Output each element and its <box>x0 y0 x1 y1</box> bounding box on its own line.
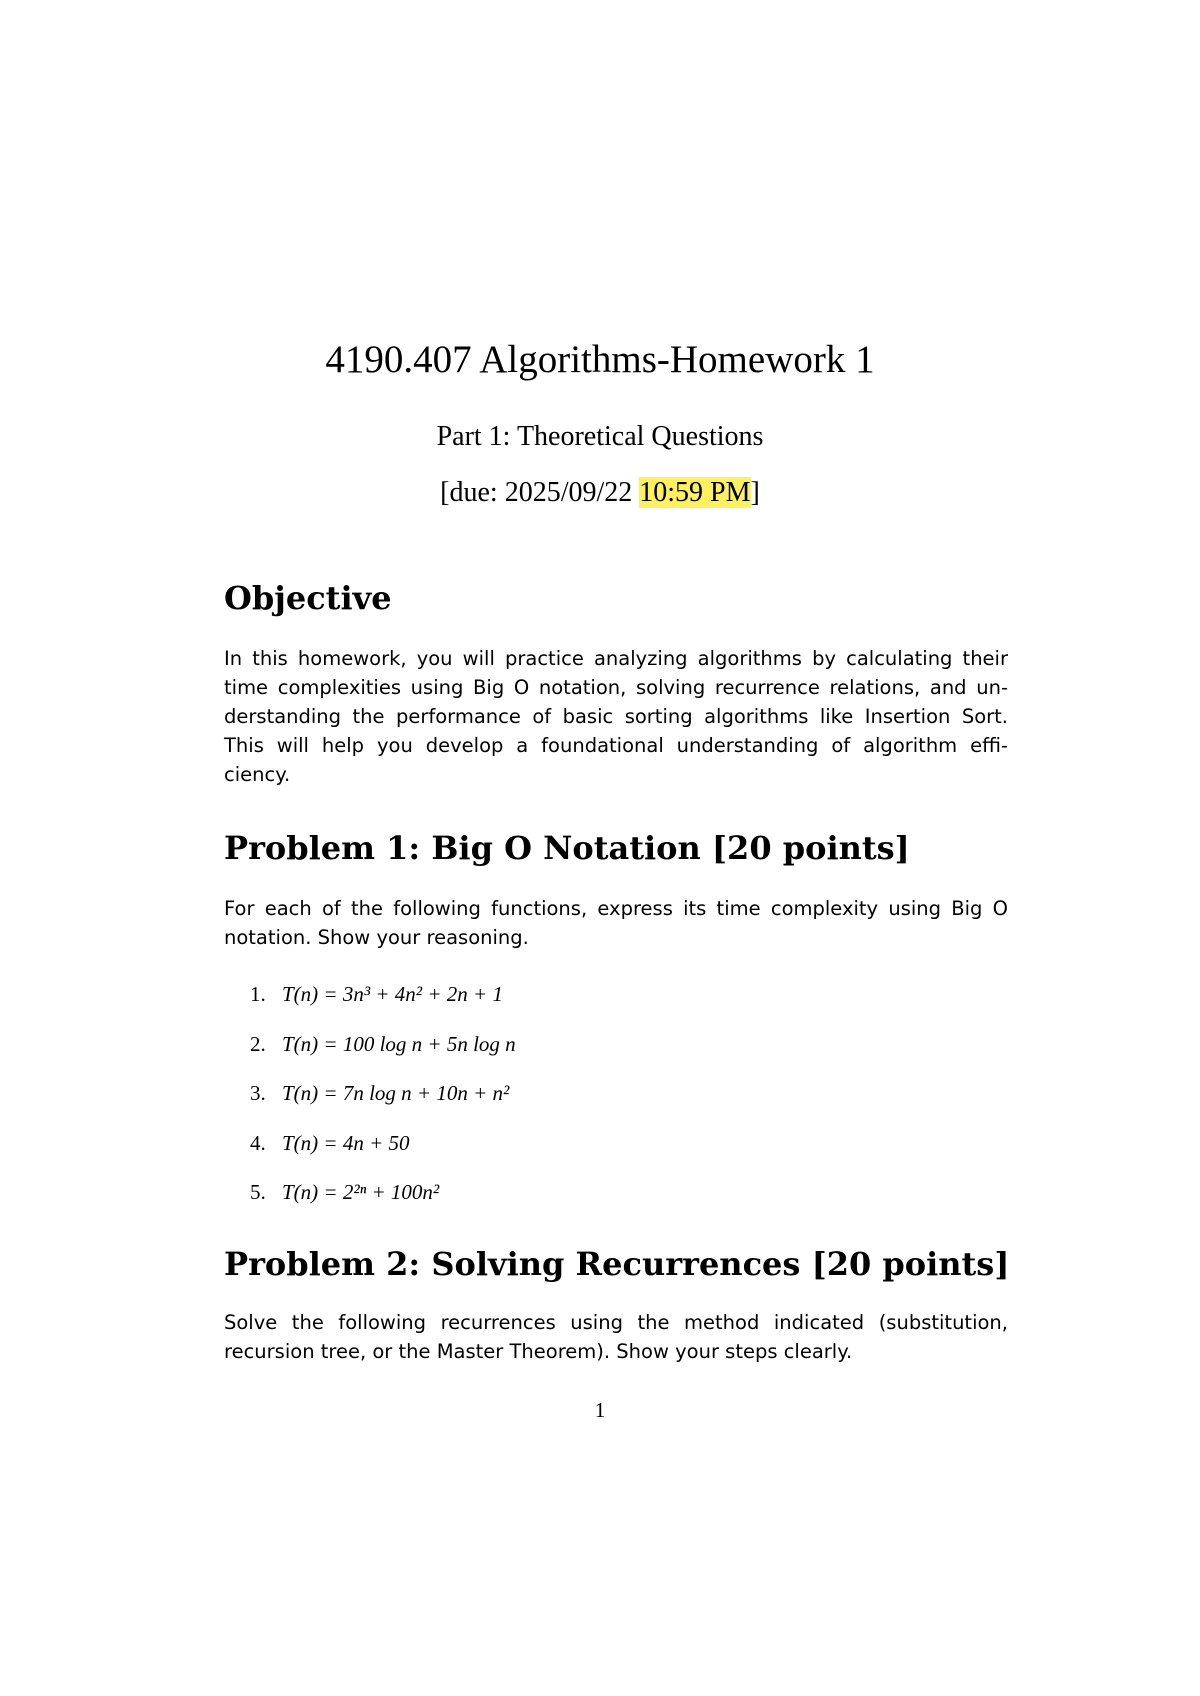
problem1-heading: Problem 1: Big O Notation [20 points] <box>224 829 910 867</box>
equation-number: 2. <box>250 1031 266 1056</box>
equation-number: 5. <box>250 1180 266 1205</box>
equation-item <box>250 978 516 1028</box>
problem1-equation-list <box>250 978 516 1226</box>
objective-line: ciency. <box>224 763 291 786</box>
equation-text: T(n) = 3n³ + 4n² + 2n + 1 <box>282 982 503 1006</box>
document-subtitle: Part 1: Theoretical Questions <box>436 421 764 452</box>
equation-number: 3. <box>250 1081 266 1106</box>
objective-paragraph <box>224 644 1008 789</box>
due-prefix: [due: 2025/09/22 <box>440 477 640 508</box>
due-date <box>0 476 1200 510</box>
problem1-line: notation. Show your reasoning. <box>224 926 529 949</box>
equation-item <box>250 1077 516 1127</box>
problem2-paragraph <box>224 1308 1008 1366</box>
objective-line: derstanding the performance of basic sorting algorithms like Insertion Sort. <box>224 705 1008 728</box>
problem2-heading: Problem 2: Solving Recurrences [20 points] <box>224 1245 1010 1283</box>
problem1-paragraph <box>224 894 1008 952</box>
equation-text: T(n) = 100 log n + 5n log n <box>282 1031 516 1056</box>
equation-item <box>250 1176 516 1226</box>
equation-text: T(n) = 7n log n + 10n + n² <box>282 1081 510 1106</box>
equation-text: T(n) = 4n + 50 <box>282 1130 410 1155</box>
problem2-line: Solve the following recurrences using the method indicated (substitution, <box>224 1311 1008 1334</box>
objective-line: This will help you develop a foundational understanding of algorithm effi- <box>224 734 1008 757</box>
equation-item <box>250 1028 516 1078</box>
problem1-line: For each of the following functions, express its time complexity using Big O <box>224 897 1008 920</box>
due-time-highlight: 10:59 PM <box>639 477 751 508</box>
equation-item <box>250 1127 516 1177</box>
objective-line: time complexities using Big O notation, solving recurrence relations, and un- <box>224 676 1008 699</box>
equation-number: 4. <box>250 1130 266 1155</box>
equation-text: T(n) = 2²ⁿ + 100n² <box>282 1180 440 1205</box>
equation-number: 1. <box>250 982 266 1006</box>
document-title: 4190.407 Algorithms-Homework 1 <box>325 338 875 381</box>
page-number: 1 <box>594 1398 606 1422</box>
problem2-line: recursion tree, or the Master Theorem). Show your steps clearly. <box>224 1340 853 1363</box>
due-suffix: ] <box>750 477 760 508</box>
objective-line: In this homework, you will practice analyzing algorithms by calculating their <box>224 647 1008 670</box>
objective-heading: Objective <box>224 579 392 617</box>
